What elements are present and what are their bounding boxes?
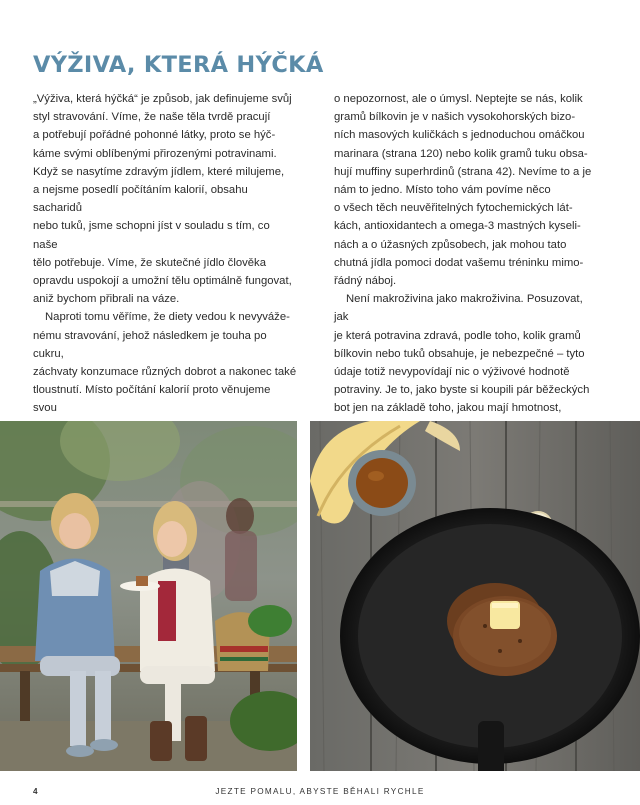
- text-line: nách a o úžasných způsobech, jak mohou tato: [334, 238, 567, 251]
- text-line: gramů bílkovin je v našich vysokohorských bizo-: [334, 111, 576, 124]
- text-line: nám to jedno. Místo toho vám povíme něco: [334, 184, 551, 197]
- page-footer: [0, 787, 640, 801]
- text-line: ních masových kuličkách s jednoduchou omáčkou: [334, 129, 585, 142]
- text-line: styl stravování. Víme, že naše těla tvrdě pracují: [33, 111, 271, 124]
- text-line: řádný náboj.: [334, 275, 397, 288]
- text-line: nému stravování, jehož následkem je touha po cukru,: [33, 329, 267, 360]
- text-line: a nejsme posedlí počítáním kalorií, obsahu sacharidů: [33, 184, 248, 215]
- text-line: tloustnutí. Místo počítání kalorií proto věnujeme svou: [33, 384, 271, 415]
- text-line: potraviny. Je to, jako byste si koupili pár běžeckých: [334, 384, 590, 397]
- text-line: a potřebují pořádné pohonné látky, proto se hýč-: [33, 129, 276, 142]
- photo-women-on-bench: [0, 421, 297, 771]
- text-line: je která potravina zdravá, podle toho, kolik gramů: [334, 329, 581, 342]
- text-line: o nepozornost, ale o úmysl. Neptejte se nás, kolik: [334, 93, 583, 105]
- text-line: Není makroživina jako makroživina. Posuzovat, jak: [334, 293, 583, 324]
- text-line: opravdu uspokojí a umožní tělu optimálně fungovat,: [33, 275, 292, 288]
- text-line: marinara (strana 120) nebo kolik gramů tuku obsa-: [334, 147, 588, 160]
- text-line: Naproti tomu věříme, že diety vedou k nevyváže-: [45, 311, 290, 324]
- text-line: hují muffiny superhrdinů (strana 42). Nevíme to a je: [334, 165, 592, 178]
- text-line: záchvaty konzumace různých dobrot a nakonec také: [33, 366, 297, 379]
- page-title: VÝŽIVA, KTERÁ HÝČKÁ: [33, 52, 324, 78]
- text-line: bílkovin nebo tuků obsahuje, je nebezpečné – tyto: [334, 347, 585, 360]
- text-line: tělo potřebuje. Víme, že skutečné jídlo člověka: [33, 256, 266, 269]
- text-line: o všech těch neuvěřitelných fytochemických lát-: [334, 202, 573, 215]
- text-line: káme svými oblíbenými přirozenými potravinami.: [33, 147, 277, 160]
- text-line: nebo tuků, jsme schopni jíst v souladu s tím, co naše: [33, 220, 270, 251]
- text-line: bot jen na základě toho, jakou mají hmotnost,: [334, 402, 562, 415]
- photo-pancakes-skillet: [310, 421, 640, 771]
- text-line: aniž bychom přibrali na váze.: [33, 293, 180, 306]
- text-line: „Výživa, která hýčká“ je způsob, jak definujeme svůj: [33, 93, 292, 105]
- text-line: kách, antioxidantech a omega-3 mastných kyseli-: [334, 220, 581, 233]
- text-line: Když se nasytíme zdravým jídlem, které milujeme,: [33, 165, 285, 178]
- page-number: 4: [33, 787, 38, 796]
- text-line: údaje totiž nevypovídají nic o výživové hodnotě: [334, 366, 570, 379]
- right-text-column: [334, 90, 596, 454]
- text-line: chutná jídla pomoci dodat vašemu tréninku mimo-: [334, 256, 584, 269]
- running-title: JEZTE POMALU, ABYSTE BĚHALI RYCHLE: [215, 787, 425, 796]
